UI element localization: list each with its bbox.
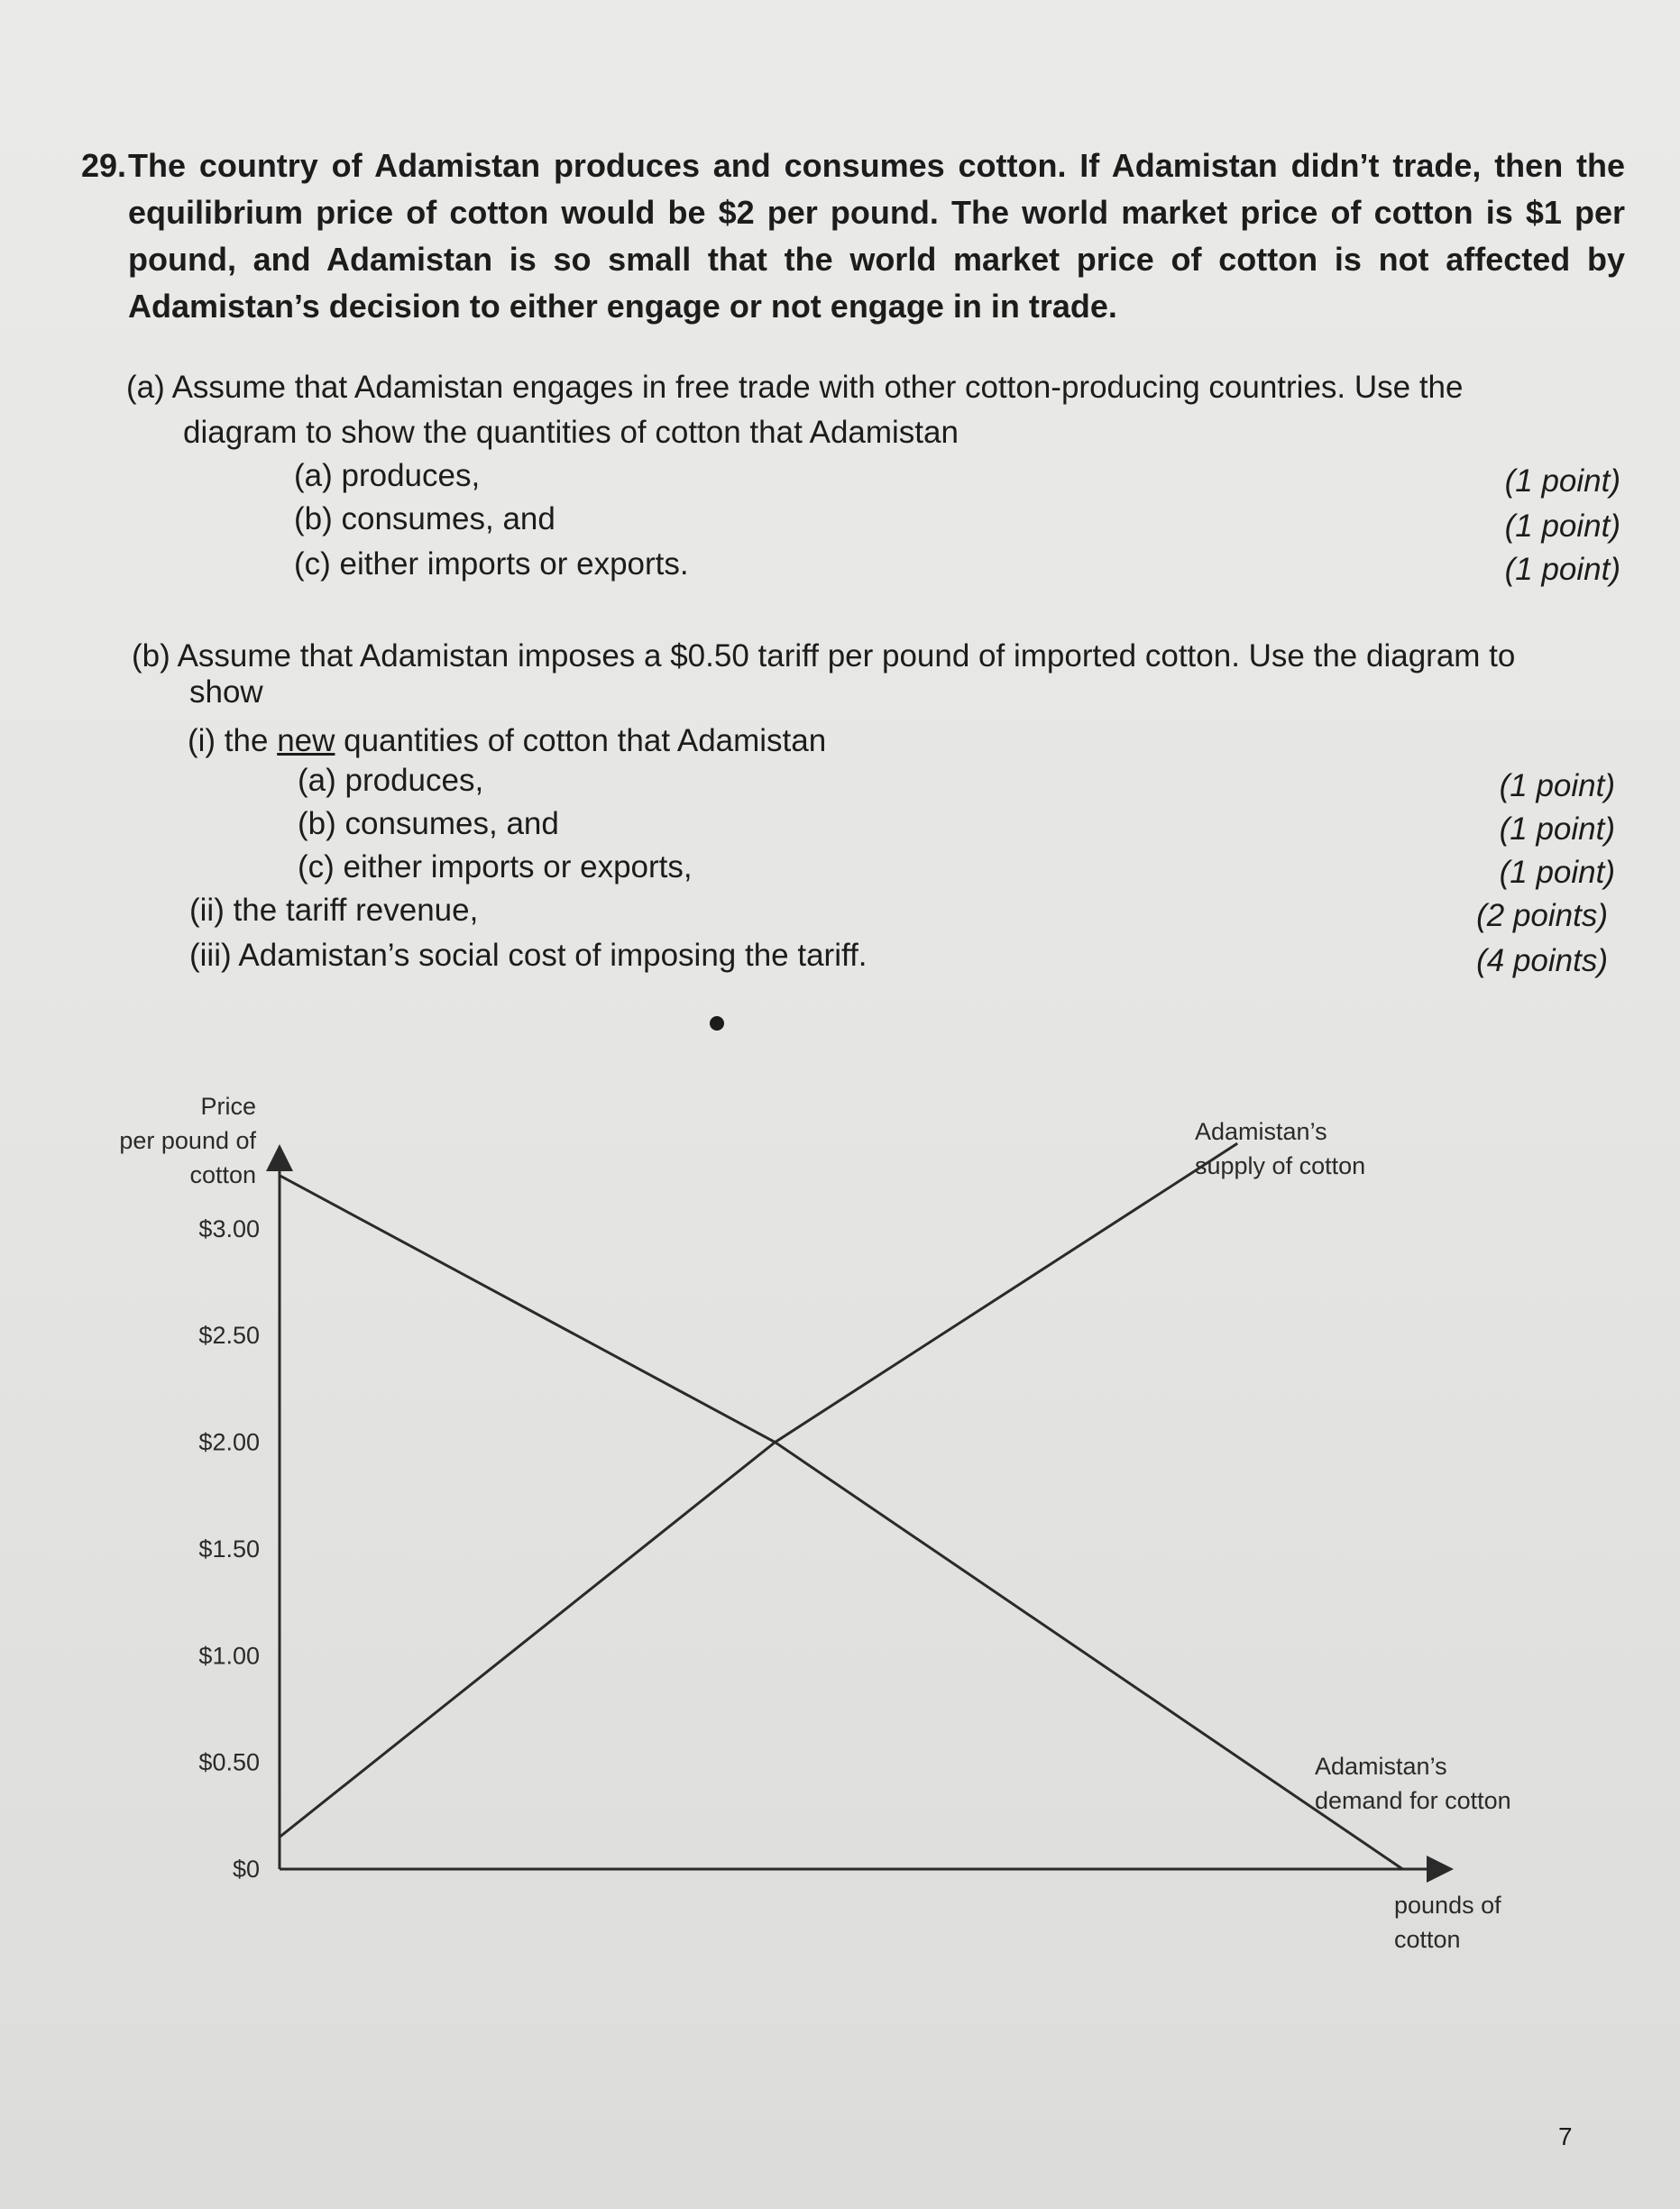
demand-label-line: demand for cotton	[1315, 1787, 1511, 1814]
underlined-new: new	[277, 723, 335, 758]
x-axis-label	[1394, 1892, 1501, 1953]
part-b-item-consumes-points: (1 point)	[1499, 811, 1615, 847]
part-b-item-produces-points: (1 point)	[1499, 768, 1615, 803]
y-tick-label: $2.00	[198, 1428, 260, 1456]
supply-demand-chart	[0, 1064, 1680, 1966]
part-b-sub-i: (i) the new quantities of cotton that Adamistan	[188, 723, 827, 758]
question-number: 29.	[81, 147, 127, 184]
part-a-item-trade-points: (1 point)	[1504, 552, 1620, 587]
x-axis-label-line: pounds of	[1394, 1892, 1501, 1919]
part-b-item-trade: (c) either imports or exports,	[298, 849, 693, 885]
part-a-line2: diagram to show the quantities of cotton that Adamistan	[183, 415, 959, 450]
part-b-item-trade-points: (1 point)	[1499, 855, 1615, 890]
y-tick-label: $0	[232, 1856, 260, 1883]
demand-label-line: Adamistan’s	[1315, 1753, 1447, 1780]
y-axis-label-line: Price	[200, 1093, 256, 1120]
curve-labels	[1195, 1118, 1511, 1814]
part-a-item-consumes: (b) consumes, and	[294, 501, 555, 536]
part-a-item-produces-points: (1 point)	[1504, 463, 1620, 499]
supply-label-line: Adamistan’s	[1195, 1118, 1327, 1145]
supply-curve	[280, 1143, 1237, 1837]
stray-ink-dot	[710, 1016, 724, 1031]
y-axis-label-line: per pound of	[119, 1127, 256, 1154]
part-a-item-produces: (a) produces,	[294, 458, 481, 493]
y-tick-label: $0.50	[198, 1748, 260, 1776]
y-axis-label	[119, 1093, 256, 1188]
part-b-line1: (b) Assume that Adamistan imposes a $0.50 tariff per pound of imported cotton. Use the diagram to	[132, 638, 1516, 674]
question-text: The country of Adamistan produces and consumes cotton. If Adamistan didn’t trade, then the equilibrium price of cotton would be $2 per pound. The world market price of cotton is $1 per pound, and Adamistan is so small that the world market price of cotton is not affected by Adamistan’s decision to either engage or not engage in in trade.	[128, 147, 1625, 325]
part-b-sub-ii-points: (2 points)	[1476, 898, 1608, 933]
y-tick-label: $1.00	[198, 1642, 260, 1670]
part-a-line1: (a) Assume that Adamistan engages in free trade with other cotton-producing countries. Use the	[126, 370, 1464, 405]
x-axis-label-line: cotton	[1394, 1926, 1461, 1953]
y-tick-label: $2.50	[198, 1322, 260, 1350]
part-b-sub-ii: (ii) the tariff revenue,	[189, 893, 479, 928]
part-a-item-trade: (c) either imports or exports.	[294, 546, 689, 582]
y-axis-label-line: cotton	[189, 1161, 256, 1188]
curves	[280, 1143, 1402, 1869]
part-b-item-produces: (a) produces,	[298, 763, 484, 798]
part-b-item-consumes: (b) consumes, and	[298, 806, 559, 841]
part-a-item-consumes-points: (1 point)	[1504, 509, 1620, 544]
page-number: 7	[1558, 2122, 1573, 2150]
part-b-line2: show	[189, 674, 263, 710]
demand-curve	[280, 1176, 1402, 1869]
y-tick-label: $3.00	[198, 1214, 260, 1242]
supply-label-line: supply of cotton	[1195, 1152, 1366, 1179]
y-tick-labels	[198, 1215, 260, 1883]
part-b-sub-iii-points: (4 points)	[1476, 943, 1608, 978]
part-b-sub-iii: (iii) Adamistan’s social cost of imposing the tariff.	[189, 938, 868, 973]
y-tick-label: $1.50	[198, 1535, 260, 1563]
